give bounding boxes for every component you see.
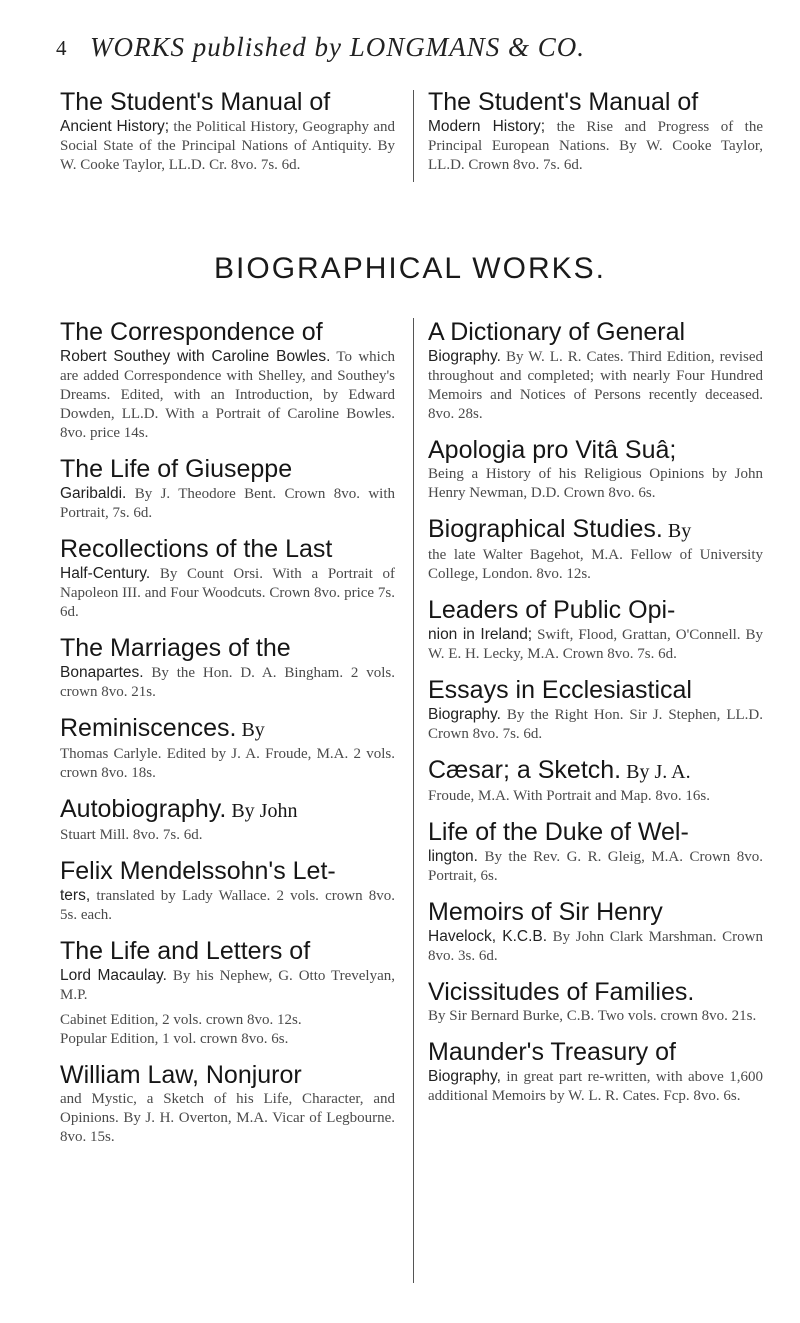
entry-body	[60, 826, 395, 845]
entry-text: in great part re-written, with above 1,600 additional Memoirs by W. L. R. Cates. Fcp. 8vo. 6s.	[428, 1069, 763, 1104]
book-entry	[428, 1038, 763, 1106]
book-entry	[60, 1061, 395, 1147]
book-entry	[60, 937, 395, 1049]
entry-body	[60, 564, 395, 622]
entry-title	[428, 596, 763, 625]
book-entry	[428, 676, 763, 744]
header-title: WORKS published by LONGMANS & CO.	[90, 32, 585, 62]
entry-title	[428, 818, 763, 847]
entry-title-text: Apologia pro Vitâ Suâ;	[428, 436, 677, 464]
entry-body	[60, 745, 395, 783]
entry-lead: ters,	[60, 887, 91, 904]
column-divider-top	[413, 90, 414, 182]
entry-title-text: Life of the Duke of Wel-	[428, 818, 689, 846]
entry-title-text: The Life and Letters of	[60, 937, 311, 965]
entry-title	[428, 756, 763, 787]
entry-lead: Biography.	[428, 706, 501, 723]
entry-text: By Sir Bernard Burke, C.B. Two vols. crown 8vo. 21s.	[428, 1008, 757, 1024]
entry-lead: lington.	[428, 848, 478, 865]
entry-lead: Havelock, K.C.B.	[428, 928, 548, 945]
entry-body	[60, 484, 395, 523]
entry-title	[60, 318, 395, 347]
book-entry	[60, 455, 395, 523]
entry-title-text: Felix Mendelssohn's Let-	[60, 857, 336, 885]
entry-title-text: The Life of Giuseppe	[60, 455, 293, 483]
entry-title-text: Leaders of Public Opi-	[428, 596, 676, 624]
entry-lead: Biography.	[428, 348, 501, 365]
entry-title	[428, 515, 763, 546]
entry-title	[428, 1038, 763, 1067]
entry-text: the late Walter Bagehot, M.A. Fellow of University College, London. 8vo. 12s.	[428, 547, 763, 582]
entry-title-text: The Correspondence of	[60, 318, 323, 346]
book-entry	[428, 978, 763, 1026]
entry-title	[60, 795, 395, 826]
top-right-entry	[428, 88, 763, 187]
entry-title: The Student's Manual of	[60, 88, 331, 116]
entry-body	[428, 787, 763, 806]
entry-title-text: Cæsar; a Sketch.	[428, 756, 622, 784]
entry-text: Swift, Flood, Grattan, O'Connell. By W. E. H. Lecky, M.A. Crown 8vo. 7s. 6d.	[428, 627, 763, 662]
entry-lead: Half-Century.	[60, 565, 151, 582]
right-column	[428, 318, 763, 1118]
entry-text: By W. L. R. Cates. Third Edition, revised throughout and completed; with nearly Four Hundred Memoirs and Notices of Persons recently deceased. 8vo. 28s.	[428, 349, 763, 422]
entry-text: translated by Lady Wallace. 2 vols. crown 8vo. 5s. each.	[60, 888, 395, 923]
entry-lead: Garibaldi.	[60, 485, 127, 502]
running-header	[56, 28, 776, 68]
entry-body	[60, 117, 395, 175]
book-entry	[428, 756, 763, 806]
entry-lead: Biography,	[428, 1068, 501, 1085]
entry-title	[60, 1061, 395, 1090]
left-column	[60, 318, 395, 1159]
entry-title	[428, 318, 763, 347]
section-heading: BIOGRAPHICAL WORKS.	[214, 252, 606, 285]
entry-title	[60, 714, 395, 745]
book-entry	[60, 318, 395, 443]
page-number: 4	[56, 36, 68, 60]
entry-body	[428, 1007, 763, 1026]
entry-title	[60, 535, 395, 564]
entry-body	[428, 465, 763, 503]
entry-body	[428, 117, 763, 175]
entry-text: Thomas Carlyle. Edited by J. A. Froude, M.A. 2 vols. crown 8vo. 18s.	[60, 746, 395, 781]
entry-title-inline: By J. A.	[621, 761, 691, 783]
book-entry	[60, 634, 395, 702]
entry-title-text: Maunder's Treasury of	[428, 1038, 676, 1066]
book-entry	[428, 818, 763, 886]
entry-title	[428, 436, 763, 465]
entry-lead: Robert Southey with Caroline Bowles.	[60, 348, 331, 365]
book-entry	[428, 318, 763, 424]
book-entry	[60, 857, 395, 925]
entry-text: Being a History of his Religious Opinions by John Henry Newman, D.D. Crown 8vo. 6s.	[428, 466, 763, 501]
entry-title-text: The Marriages of the	[60, 634, 291, 662]
entry-body	[428, 847, 763, 886]
entry-title	[428, 676, 763, 705]
entry-title-text: William Law, Nonjuror	[60, 1061, 302, 1089]
book-entry	[428, 436, 763, 503]
entry-text: By the Right Hon. Sir J. Stephen, LL.D. Crown 8vo. 7s. 6d.	[428, 707, 763, 742]
entry-body	[428, 927, 763, 966]
top-left-entry	[60, 88, 395, 187]
book-entry	[60, 795, 395, 845]
entry-body	[60, 886, 395, 925]
column-divider	[413, 318, 414, 1283]
entry-title-text: Reminiscences.	[60, 714, 237, 742]
entry-lead: Lord Macaulay.	[60, 967, 167, 984]
entry-title	[60, 857, 395, 886]
entry-lead: nion in Ireland;	[428, 626, 533, 643]
entry-text: Stuart Mill. 8vo. 7s. 6d.	[60, 827, 203, 843]
entry-title-inline: By John	[226, 800, 298, 822]
entry-title-text: A Dictionary of General	[428, 318, 686, 346]
entry-title-text: Biographical Studies.	[428, 515, 663, 543]
book-entry	[428, 596, 763, 664]
entry-text: Froude, M.A. With Portrait and Map. 8vo. 16s.	[428, 788, 711, 804]
entry-text: By Count Orsi. With a Portrait of Napoleon III. and Four Woodcuts. Crown 8vo. price 7s. 6d.	[60, 566, 395, 620]
entry-body	[60, 663, 395, 702]
book-entry	[60, 535, 395, 622]
entry-title-text: Recollections of the Last	[60, 535, 333, 563]
entry-title: The Student's Manual of	[428, 88, 699, 116]
entry-body	[60, 347, 395, 443]
book-entry	[428, 515, 763, 584]
entry-title-text: Autobiography.	[60, 795, 227, 823]
entry-title-text: Essays in Ecclesiastical	[428, 676, 692, 704]
entry-title-text: Vicissitudes of Families.	[428, 978, 695, 1006]
entry-text: and Mystic, a Sketch of his Life, Character, and Opinions. By J. H. Overton, M.A. Vicar of Legbourne. 8vo. 15s.	[60, 1091, 395, 1145]
entry-text: the Rise and Progress of the Principal European Nations. By W. Cooke Taylor, LL.D. Crown 8vo. 7s. 6d.	[428, 119, 763, 173]
entry-body	[428, 546, 763, 584]
edition-line: Cabinet Edition, 2 vols. crown 8vo. 12s.	[60, 1012, 302, 1028]
entry-title	[428, 898, 763, 927]
entry-title	[60, 634, 395, 663]
entry-text: By John Clark Marshman. Crown 8vo. 3s. 6d.	[428, 929, 763, 964]
book-entry	[428, 898, 763, 966]
entry-body	[60, 1090, 395, 1147]
entry-lead: Ancient History;	[60, 118, 170, 135]
entry-body	[428, 705, 763, 744]
entry-text: To which are added Correspondence with Shelley, and Southey's Dreams. Edited, with an Introduction, by Edward Dowden, LL.D. With a Portrait of Caroline Bowles. 8vo. price 14s.	[60, 349, 395, 441]
entry-body	[428, 347, 763, 424]
entry-lead: Modern History;	[428, 118, 546, 135]
entry-text: By J. Theodore Bent. Crown 8vo. with Portrait, 7s. 6d.	[60, 486, 395, 521]
entry-title	[428, 978, 763, 1007]
entry-text: By the Hon. D. A. Bingham. 2 vols. crown 8vo. 21s.	[60, 665, 395, 700]
entry-body	[428, 1067, 763, 1106]
entry-text: By the Rev. G. R. Gleig, M.A. Crown 8vo. Portrait, 6s.	[428, 849, 763, 884]
entry-title	[60, 937, 395, 966]
entry-text: the Political History, Geography and Social State of the Principal Nations of Antiquity. By W. Cooke Taylor, LL.D. Cr. 8vo. 7s. 6d.	[60, 119, 395, 173]
entry-text: By his Nephew, G. Otto Trevelyan, M.P.	[60, 968, 395, 1003]
entry-title	[60, 455, 395, 484]
book-entry	[60, 714, 395, 783]
entry-body	[428, 625, 763, 664]
entry-body	[60, 966, 395, 1005]
entry-lead: Bonapartes.	[60, 664, 144, 681]
entry-title-inline: By	[236, 719, 265, 741]
edition-line: Popular Edition, 1 vol. crown 8vo. 6s.	[60, 1031, 289, 1047]
entry-title-inline: By	[662, 520, 692, 542]
entry-title-text: Memoirs of Sir Henry	[428, 898, 663, 926]
